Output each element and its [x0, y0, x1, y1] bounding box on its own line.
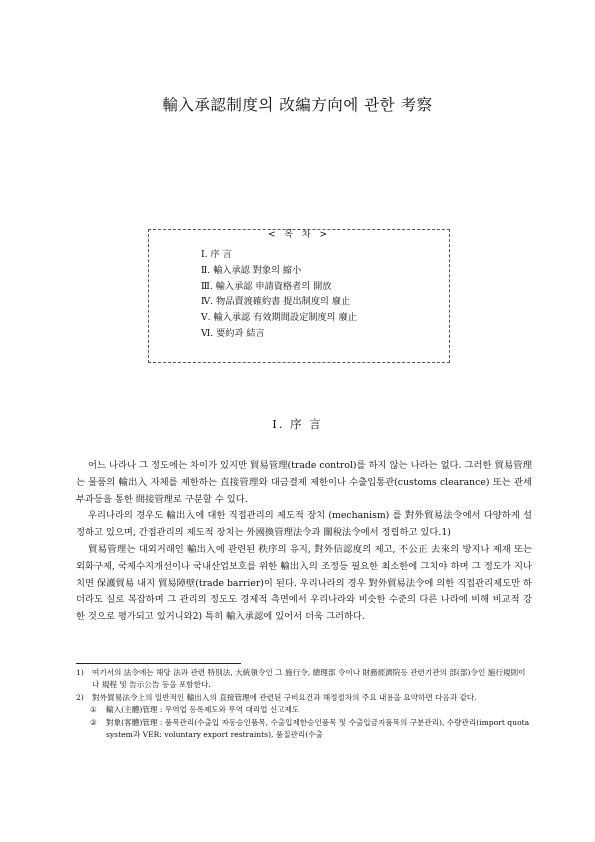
toc-heading-wrap — [149, 222, 449, 241]
footnote — [76, 692, 532, 704]
table-of-contents — [148, 229, 450, 363]
footnote-subitem-number: ① — [90, 705, 97, 715]
body-text — [76, 458, 532, 626]
section-heading: Ⅰ. 序 言 — [272, 417, 323, 431]
toc-item: Ⅳ. 物品賣渡確約書 提出制度의 廢止 — [201, 296, 351, 308]
footnote-number: 2) — [76, 692, 84, 702]
footnote-subitem-text: 輸入(主體)管理 : 무역업 등록제도와 무역 대리업 신고제도 — [106, 705, 300, 715]
footnote-subitem-number: ② — [90, 717, 97, 727]
paragraph: 우리나라의 경우도 輸出入에 대한 직접관리의 제도적 장치 (mechanism) 를 對外貿易法令에서 다양하게 설정하고 있으며, 간접관리의 제도적 장치는 外國換管理法令과 關稅法令에서 정립하고 있다.1) — [76, 510, 532, 539]
footnote-subitem — [76, 717, 532, 742]
toc-item: Ⅴ. 輸入承認 有效期間設定制度의 廢止 — [201, 312, 357, 324]
footnote-text: 對外貿易法令上의 일반적인 輸出入의 直接管理에 관련된 구비요건과 해정절차의 주요 내용을 요약하면 다음과 같다. — [92, 692, 477, 702]
footnote-divider — [76, 663, 241, 664]
toc-list — [201, 247, 357, 342]
footnote-subitem-text: 對象(客體)管理 : 품목관리(수출입 자동승인품목, 수출입제한승인품목 및 수출입금지품목의 구분관리), 수량관리(import quota system과 VER: voluntary export restraints), 품질관리(수출 — [106, 717, 530, 740]
footnotes — [76, 667, 532, 741]
toc-heading: < 목 차 > — [262, 230, 336, 240]
paragraph: 貿易管理는 대외거래인 輸出入에 관련된 秩序의 유지, 對外信認度의 제고, 不公正 去來의 방지나 제재 또는 외화구제, 국제수지개선이나 국내산업보호를 위한 輸出入의 조정등 필요한 최소한에 그치야 하며 그 정도가 지나치면 保護貿易 내지 貿易障壁(trade barrier)이 된다. 우리나라의 경우 對外貿易法令에 의한 직접관리제도만 하더라도 실로 복잡하며 그 관리의 정도도 경제적 측면에서 우리나라와 비슷한 수준의 다른 나라에 비해 비교적 강한 것으로 평가되고 있거니와2) 특히 輸入承認에 있어서 더욱 그러하다. — [76, 543, 532, 623]
footnote-text: 여기서의 法令에는 해당 法과 관련 特別法, 大統領令인 그 施行令, 總理部 令이나 財務經濟院등 관련기관의 部(部)令인 施行規則이나 規程 및 告示公告 등을 포함한다. — [92, 668, 526, 690]
document-title: 輸入承認制度의 改編方向에 관한 考察 — [162, 96, 433, 114]
toc-item: Ⅰ. 序 言 — [201, 249, 232, 260]
footnote — [76, 667, 532, 692]
paragraph: 어느 나라나 그 정도에는 차이가 있지만 貿易管理(trade control)를 하지 않는 나라는 없다. 그러한 貿易管理는 물품의 輸出入 자체를 제한하는 直接管理와 대금결제 제한이나 수출입통관(customs clearance) 또는 관세부과등을 통한 間接管理로 구분할 수 있다. — [76, 460, 532, 505]
footnote-subitem — [76, 704, 532, 716]
toc-item: Ⅲ. 輸入承認 申請資格者의 開放 — [201, 280, 332, 292]
toc-item: Ⅱ. 輸入承認 對象의 縮小 — [201, 264, 302, 276]
footnote-number: 1) — [76, 668, 84, 677]
toc-item: Ⅵ. 要約과 結言 — [201, 327, 265, 339]
